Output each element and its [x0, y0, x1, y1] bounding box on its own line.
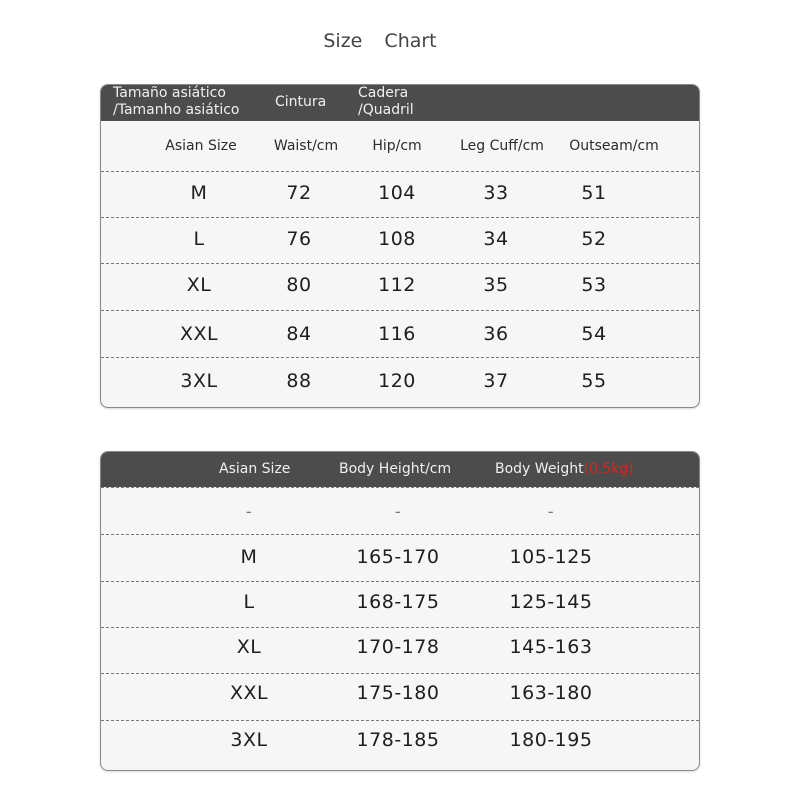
table-row — [101, 263, 699, 311]
value-cell: 116 — [378, 323, 416, 345]
size-cell: 3XL — [180, 370, 218, 392]
value-cell: 34 — [483, 228, 509, 250]
size-cell: XL — [186, 274, 212, 296]
table1-column-headers — [101, 121, 699, 171]
table-row — [101, 720, 699, 771]
value-cell: 170-178 — [356, 636, 440, 658]
header-hip-es-pt: Cadera /Quadril — [358, 85, 414, 118]
size-cell: 3XL — [230, 729, 268, 751]
value-cell: 104 — [378, 182, 416, 204]
value-cell: 36 — [483, 323, 509, 345]
column-header: Asian Size — [219, 461, 291, 477]
value-cell: 53 — [581, 274, 607, 296]
value-cell: 108 — [378, 228, 416, 250]
table2-header-bar — [101, 452, 699, 487]
value-cell: 88 — [286, 370, 312, 392]
value-cell: - — [547, 502, 555, 521]
value-cell: 84 — [286, 323, 312, 345]
value-cell: 175-180 — [356, 682, 440, 704]
value-cell: 168-175 — [356, 591, 440, 613]
column-header: Waist/cm — [273, 138, 339, 154]
value-cell: 120 — [378, 370, 416, 392]
page-title — [0, 30, 760, 52]
table-row — [101, 171, 699, 218]
weight-unit-note: (0.5kg) — [583, 461, 634, 477]
value-cell: 105-125 — [509, 546, 593, 568]
body-fit-table — [100, 451, 700, 771]
size-cell: M — [190, 182, 208, 204]
table-row — [101, 673, 699, 721]
value-cell: 125-145 — [509, 591, 593, 613]
size-cell: L — [243, 591, 255, 613]
table-row — [101, 310, 699, 358]
value-cell: 178-185 — [356, 729, 440, 751]
value-cell: 35 — [483, 274, 509, 296]
column-header: Outseam/cm — [569, 138, 659, 154]
value-cell: 80 — [286, 274, 312, 296]
value-cell: 180-195 — [509, 729, 593, 751]
value-cell: 145-163 — [509, 636, 593, 658]
title-word-size: Size — [323, 30, 363, 52]
table-row — [101, 627, 699, 674]
table-row — [101, 217, 699, 264]
header-waist-es: Cintura — [275, 94, 327, 110]
value-cell: 72 — [286, 182, 312, 204]
size-cell: XXL — [179, 323, 219, 345]
value-cell: 51 — [581, 182, 607, 204]
value-cell: 33 — [483, 182, 509, 204]
column-header-weight: Body Weight(0.5kg) — [495, 461, 634, 477]
table1-header-bar — [101, 85, 699, 121]
value-cell: 55 — [581, 370, 607, 392]
title-word-chart: Chart — [384, 30, 437, 52]
size-cell: L — [193, 228, 205, 250]
column-header: Leg Cuff/cm — [460, 138, 544, 154]
table-row — [101, 357, 699, 408]
table-row — [101, 581, 699, 628]
size-cell: - — [245, 502, 253, 521]
value-cell: 37 — [483, 370, 509, 392]
value-cell: 163-180 — [509, 682, 593, 704]
size-cell: XXL — [229, 682, 269, 704]
column-header: Body Height/cm — [339, 461, 452, 477]
value-cell: 165-170 — [356, 546, 440, 568]
table-row — [101, 534, 699, 582]
value-cell: - — [394, 502, 402, 521]
value-cell: 52 — [581, 228, 607, 250]
table-row — [101, 487, 699, 535]
value-cell: 54 — [581, 323, 607, 345]
size-cell: XL — [236, 636, 262, 658]
header-asian-size-es-pt: Tamaño asiático /Tamanho asiático — [113, 85, 240, 118]
value-cell: 76 — [286, 228, 312, 250]
column-header: Hip/cm — [372, 138, 422, 154]
size-measurement-table — [100, 84, 700, 408]
value-cell: 112 — [378, 274, 416, 296]
column-header: Asian Size — [165, 138, 237, 154]
size-cell: M — [240, 546, 258, 568]
